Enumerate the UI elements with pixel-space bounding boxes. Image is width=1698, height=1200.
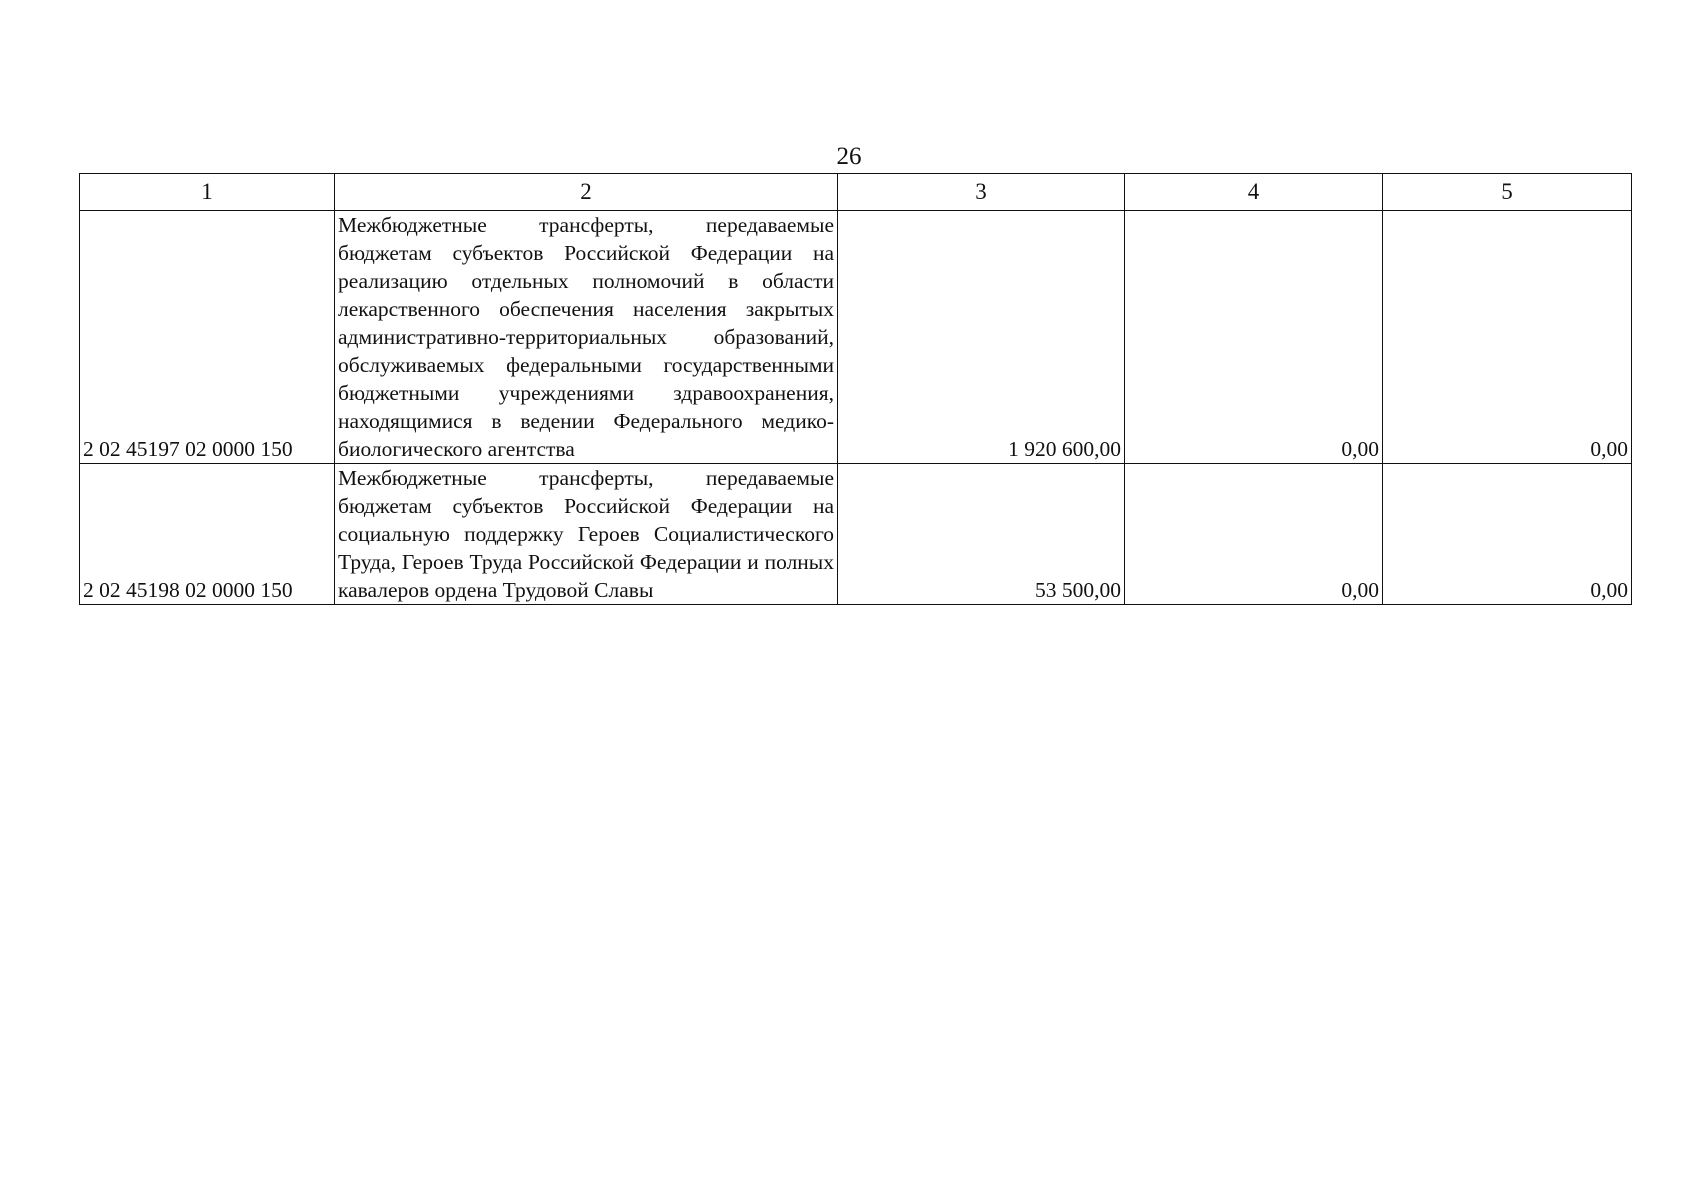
table-row: [80, 464, 1632, 605]
page-number: 26: [836, 143, 862, 170]
column-header-2: 2: [335, 174, 838, 211]
table-header: [80, 174, 1632, 211]
column-header-4: 4: [1125, 174, 1383, 211]
column-header-1: 1: [80, 174, 335, 211]
row-amount-col5: 0,00: [1383, 211, 1632, 464]
row-code: 2 02 45197 02 0000 150: [80, 211, 335, 464]
column-header-3: 3: [838, 174, 1125, 211]
row-amount-col3: 53 500,00: [838, 464, 1125, 605]
budget-table: [79, 173, 1632, 605]
table-body: [80, 211, 1632, 605]
row-amount-col4: 0,00: [1125, 464, 1383, 605]
table-row: [80, 211, 1632, 464]
header-row: [80, 174, 1632, 211]
row-description: Межбюджетные трансферты, передаваемые бюджетам субъектов Российской Федерации на социальную поддержку Героев Социалистического Труда, Героев Труда Российской Федерации и полных кавалеров ордена Трудовой Славы: [335, 464, 838, 605]
row-description: Межбюджетные трансферты, передаваемые бюджетам субъектов Российской Федерации на реализацию отдельных полномочий в области лекарственного обеспечения населения закрытых административно-территориальных образований, обслуживаемых федеральными государственными бюджетными учреждениями здравоохранения, находящимися в ведении Федерального медико-биологического агентства: [335, 211, 838, 464]
row-amount-col3: 1 920 600,00: [838, 211, 1125, 464]
row-amount-col4: 0,00: [1125, 211, 1383, 464]
row-amount-col5: 0,00: [1383, 464, 1632, 605]
row-code: 2 02 45198 02 0000 150: [80, 464, 335, 605]
column-header-5: 5: [1383, 174, 1632, 211]
